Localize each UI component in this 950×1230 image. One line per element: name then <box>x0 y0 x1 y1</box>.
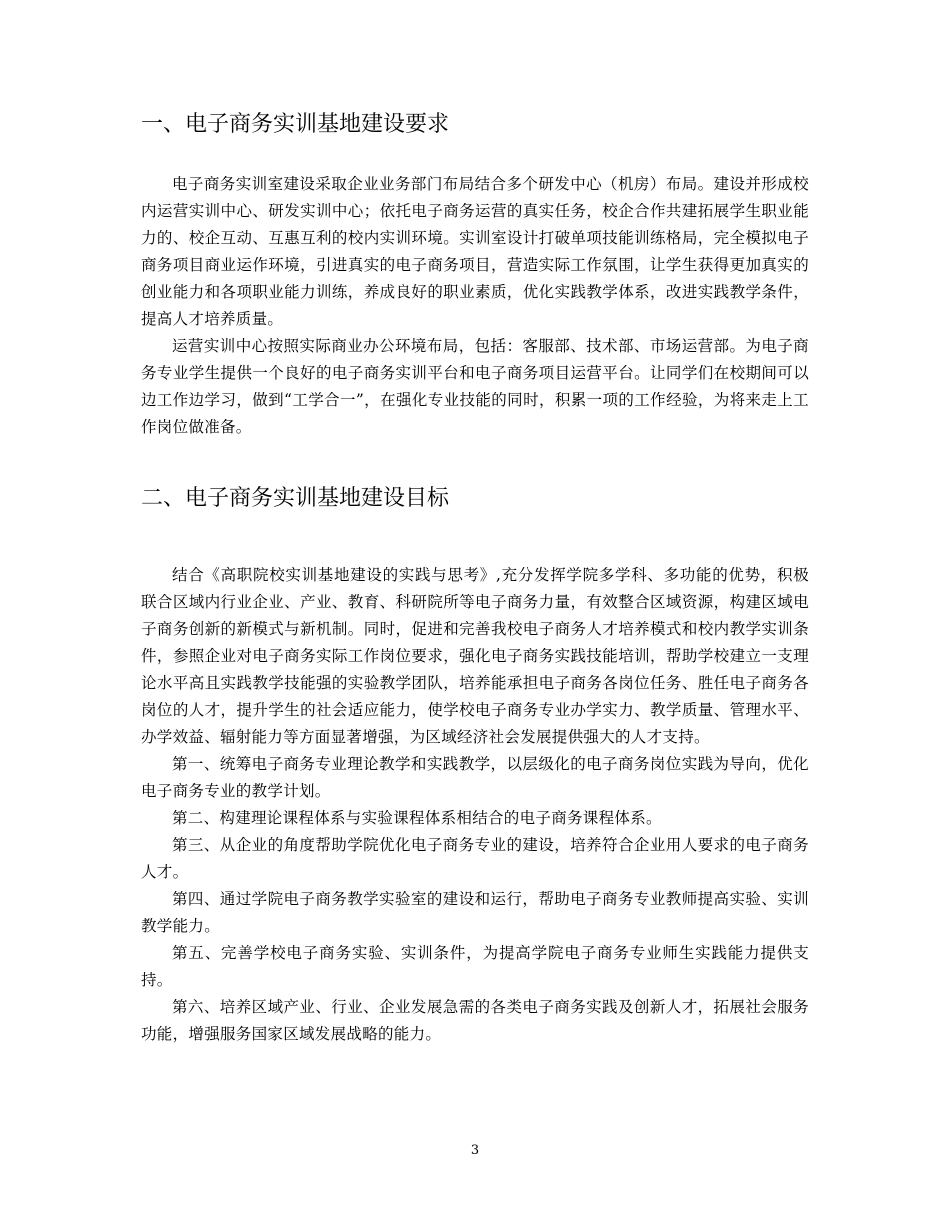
page-number: 3 <box>470 1143 480 1158</box>
paragraph: 电子商务实训室建设采取企业业务部门布局结合多个研发中心（机房）布局。建设并形成校内运营实训中心、研发实训中心；依托电子商务运营的真实任务，校企合作共建拓展学生职业能力的、校企互动、互惠互利的校内实训环境。实训室设计打破单项技能训练格局，完全模拟电子商务项目商业运作环境，引进真实的电子商务项目，营造实际工作氛围，让学生获得更加真实的创业能力和各项职业能力训练，养成良好的职业素质，优化实践教学体系，改进实践教学条件，提高人才培养质量。 <box>141 175 809 328</box>
paragraph: 第三、从企业的角度帮助学院优化电子商务专业的建设，培养符合企业用人要求的电子商务人才。 <box>141 836 809 881</box>
section-body-requirements <box>141 171 809 441</box>
paragraph: 第五、完善学校电子商务实验、实训条件，为提高学院电子商务专业师生实践能力提供支持。 <box>141 944 809 989</box>
paragraph: 第四、通过学院电子商务教学实验室的建设和运行，帮助电子商务专业教师提高实验、实训教学能力。 <box>141 890 809 935</box>
paragraph: 运营实训中心按照实际商业办公环境布局，包括：客服部、技术部、市场运营部。为电子商务专业学生提供一个良好的电子商务实训平台和电子商务项目运营平台。让同学们在校期间可以边工作边学习，做到“工学合一”，在强化专业技能的同时，积累一项的工作经验，为将来走上工作岗位做准备。 <box>141 337 809 436</box>
paragraph: 第一、统筹电子商务专业理论教学和实践教学，以层级化的电子商务岗位实践为导向，优化电子商务专业的教学计划。 <box>141 755 809 800</box>
paragraph: 第二、构建理论课程体系与实验课程体系相结合的电子商务课程体系。 <box>172 809 662 827</box>
paragraph: 第六、培养区域产业、行业、企业发展急需的各类电子商务实践及创新人才，拓展社会服务功能，增强服务国家区域发展战略的能力。 <box>141 998 809 1043</box>
section-heading-requirements: 一、电子商务实训基地建设要求 <box>141 112 450 137</box>
paragraph: 结合《高职院校实训基地建设的实践与思考》,充分发挥学院多学科、多功能的优势，积极联合区域内行业企业、产业、教育、科研院所等电子商务力量，有效整合区域资源，构建区域电子商务创新的新模式与新机制。同时，促进和完善我校电子商务人才培养模式和校内教学实训条件，参照企业对电子商务实际工作岗位要求，强化电子商务实践技能培训，帮助学校建立一支理论水平高且实践教学技能强的实验教学团队，培养能承担电子商务各岗位任务、胜任电子商务各岗位的人才，提升学生的社会适应能力，使学校电子商务专业办学实力、教学质量、管理水平、办学效益、辐射能力等方面显著增强，为区域经济社会发展提供强大的人才支持。 <box>141 566 809 746</box>
section-heading-goals: 二、电子商务实训基地建设目标 <box>141 486 450 511</box>
section-body-goals <box>141 562 809 1048</box>
